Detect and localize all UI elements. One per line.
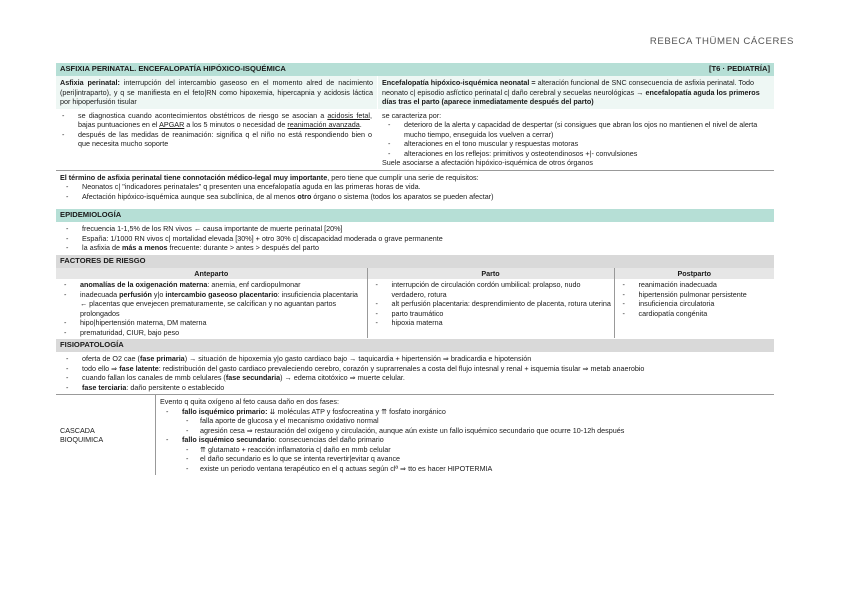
parto-cell [367,279,614,338]
fisiopatologia-list [56,352,774,394]
asfixia-text: interrupción del intercambio gaseoso en el momento alred de nacimiento (peri|intraparto), y q se manifiesta en el feto|RN como hipoxemia, hipercapnia y acidosis láctica por hipoperfusión tisular [60,78,373,106]
fisio-item [60,383,770,393]
characteristic-item: - deterioro de la alerta y capacidad de despertar (si consigues que abran los ojos no mantienen el nivel de alerta mucho tiempo, enseguida los vuelven a cerrar) [382,120,774,139]
reanimacion-text: reanimación avanzada [287,120,360,129]
postparto-item: - insuficiencia circulatoria [617,299,773,309]
requirement-text: órgano o sistema (todos los aparatos se pueden afectar) [311,191,494,201]
diagnosis-item [56,111,372,130]
parto-item: - hipoxia materna [370,318,612,328]
fisio-text: : daño persitente o establecido [126,382,225,392]
diagnosis-text: . [359,120,362,129]
epi-bold: más a menos [121,243,168,252]
characteristics-column [378,111,774,168]
anteparto-item [58,280,365,290]
cascada-lead: Evento q quita oxígeno al feto causa daño en dos fases: [160,397,340,406]
postparto-item: - reanimación inadecuada [617,280,773,290]
phase2-subitem: - existe un periodo ventana terapéutico en el q actuas según clª ⇒ tto es hacer HIPOTERMIA [160,464,770,474]
col-postparto: Postparto [614,268,774,280]
epi-text: la asfixia de [82,243,122,252]
cascada-label [56,395,156,475]
phase1-bold: fallo isquémico primario: [182,406,268,416]
author-name: REBECA THÜMEN CÁCERES [649,36,794,47]
epi-text: frecuente: durante > antes > después del parto [167,243,319,252]
requirement-item [60,192,770,202]
epidemiologia-title: EPIDEMIOLOGÍA [60,210,122,220]
document-title: ASFIXIA PERINATAL. ENCEFALOPATÍA HIPÓXICO-ISQUÉMICA [60,64,286,74]
postparto-cell [614,279,774,338]
postparto-item: - hipertensión pulmonar persistente [617,290,773,300]
anteparto-item: - prematuridad, CIUR, bajo peso [58,328,365,338]
asfixia-definition [56,76,378,109]
encefalopatia-text: alteración funcional de SNC consecuencia de asfixia perinatal. Todo neonato c| episodio asfíctico perinatal c| daño cerebral y secuelas neurológicas → [382,78,755,97]
requirement-item: - Neonatos c| "indicadores perinatales" q presenten una encefalopatía aguda en las primeras horas de vida. [60,182,770,192]
fisio-text: oferta de O2 cae ( [82,354,140,363]
epi-item [60,243,770,253]
cascada-label-line1: CASCADA [60,425,95,435]
diagnosis-column [56,111,378,168]
anteparto-bold: anomalías de la oxigenación materna [80,280,208,289]
phase1-item [160,407,770,417]
phase2-subitem: - ⇈ glutamato + reacción inflamatoria c| daño en mmb celular [160,445,770,455]
fisiopatologia-header [56,339,774,352]
phase1-subitem: - agresión cesa ⇒ restauración del oxígeno y circulación, aunque aún existe un fallo isquémico secundario que ocurre 10-12h después [160,426,770,436]
phase2-bold: fallo isquémico secundario [182,435,275,444]
cascada-content [156,395,774,475]
title-bar [56,63,774,76]
detail-columns [56,109,774,168]
fisio-text: ) → edema citotóxico ⇒ muerte celular. [280,373,405,382]
intro-definitions [56,76,774,109]
fisio-text: todo ello ⇒ [82,363,120,373]
epi-item: - España: 1/1000 RN vivos c| mortalidad elevada [30%] + otro 30% c| discapacidad moderada o grave permanente [60,234,770,244]
phase1-subitem: - falla aporte de glucosa y el mecanismo oxidativo normal [160,416,770,426]
anteparto-bold: intercambio gaseoso placentario [165,289,278,299]
parto-item: - interrupción de circulación cordón umbilical: prolapso, nudo verdadero, rotura [370,280,612,299]
phase2-item [160,435,770,445]
anteparto-cell [56,279,367,338]
risk-factors-table [56,268,774,339]
medico-legal-rest: , pero tiene que cumplir una serie de requisitos: [327,172,479,182]
parto-item: - alt perfusión placentaria: desprendimiento de placenta, rotura uterina [370,299,612,309]
phase1-text: ⇊ moléculas ATP y fosfocreatina y ⇈ fosfato inorgánico [267,406,446,416]
cascada-bioquimica-section [56,394,774,475]
factores-riesgo-title: FACTORES DE RIESGO [60,255,146,265]
diagnosis-text: a los 5 minutos o necesidad de [184,120,288,129]
fisio-item [60,373,770,383]
fisiopatologia-title: FISIOPATOLOGÍA [60,340,124,350]
fisio-text: : redistribución del gasto cardiaco prevaleciendo cerebro, corazón y suprarrenales a costa del flujo intesnal y renal + isquemia tisular ⇒ metab anaerobio [158,363,645,373]
epi-item: - frecuencia 1-1,5% de los RN vivos ← causa importante de muerte perinatal [20%] [60,224,770,234]
acidosis-link-text: acidosis fetal [327,110,370,120]
characteristic-item: - alteraciones en los reflejos: primitivos y osteotendinosos +|- convulsiones [382,149,774,159]
requirement-text: Afectación hipóxico-isquémica aunque sea subclínica, de al menos [82,191,298,201]
fisio-item [60,364,770,374]
anteparto-text: y|o [151,289,166,299]
anteparto-bold: perfusión [119,289,152,299]
encefalopatia-text-bold: encefalopatía aguda los primeros días tras el parto (aparece inmediatamente después del parto) [382,87,760,106]
fisio-text: cuando fallan los canales de mmb celulares ( [82,373,226,382]
cascada-label-line2: BIOQUIMICA [60,435,104,444]
encefalopatia-definition [378,76,774,109]
diagnosis-text: , bajas puntuaciones en el [78,110,372,129]
anteparto-item: - hipo|hipertensión materna, DM materna [58,318,365,328]
factores-riesgo-header [56,255,774,268]
fisio-text: ) → situación de hipoxemia y|o gasto cardiaco bajo → taquicardia + hipertensión ⇒ bradicardia e hipotensión [184,354,532,363]
characteristic-item: - alteraciones en el tono muscular y respuestas motoras [382,139,774,149]
epidemiologia-header [56,209,774,222]
medico-legal-lead: El término de asfixia perinatal tiene connotación médico-legal muy importante [60,172,328,182]
parto-item: - parto traumático [370,309,612,319]
epidemiologia-list [56,222,774,255]
fisio-item [60,354,770,364]
document-tag: [T6 · PEDIATRÍA] [708,64,770,74]
fisio-bold: fase latente [119,363,159,373]
anteparto-text: : insuficiencia placentaria ← placentas que envejecen prematuramente, se calcifican y no aguantan partos prolongados [80,289,358,318]
fisio-bold: fase secundaria [225,373,281,382]
fisio-bold: fase terciaria [82,382,127,392]
medico-legal-section [56,170,774,204]
diagnosis-item: - después de las medidas de reanimación: significa q el niño no está respondiendo bien o que necesita mucho soporte [56,130,372,149]
diagnosis-text: se diagnostica cuando acontecimientos obstétricos de riesgo se asocian a [78,110,328,120]
document-sheet [56,63,774,475]
phase2-subitem: - el daño secundario es lo que se intenta revertir|evitar q avance [160,454,770,464]
phase2-text: : consecuencias del daño primario [274,435,384,444]
postparto-item: - cardiopatía congénita [617,309,773,319]
anteparto-text: : anemia, enf cardiopulmonar [207,280,301,289]
anteparto-text: inadecuada [80,289,120,299]
fisio-bold: fase primaria [139,354,185,363]
asfixia-term: Asfixia perinatal: [60,78,120,87]
requirement-bold: otro [297,191,312,201]
characteristics-lead: se caracteriza por: [382,110,442,120]
anteparto-item [58,290,365,319]
encefalopatia-term: Encefalopatía hipóxico-isquémica neonatal = [382,78,536,87]
characteristics-tail: Suele asociarse a afectación hipóxico-isquémica de otros órganos [382,158,593,167]
col-parto: Parto [367,268,614,280]
col-anteparto: Anteparto [56,268,367,280]
apgar-text: APGAR [159,120,185,129]
